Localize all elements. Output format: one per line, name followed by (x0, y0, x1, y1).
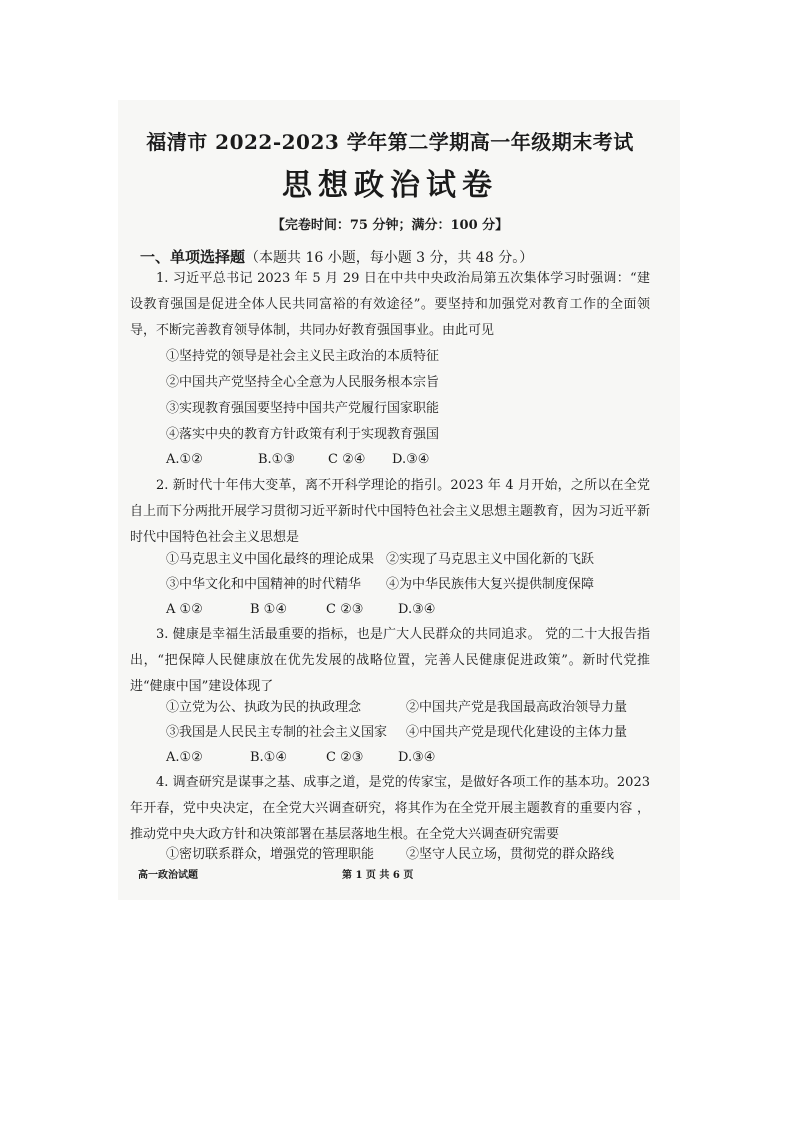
q2-choice-b: B ①④ (250, 602, 287, 617)
q4-statement-2: ②坚守人民立场，贯彻党的群众路线 (406, 847, 615, 862)
footer-subject: 高一政治试题 (138, 870, 198, 881)
q1-statement-3: ③实现教育强国要坚持中国共产党履行国家职能 (166, 401, 440, 416)
subject-title: 思想政治试卷 (282, 168, 498, 203)
exam-info: 【完卷时间：75 分钟；满分：100 分】 (271, 218, 509, 233)
q2-statement-3: ③中华文化和中国精神的时代精华 (166, 577, 362, 592)
q1-statement-4: ④落实中央的教育方针政策有利于实现教育强国 (166, 427, 440, 442)
q1-choice-c: C ②④ (328, 452, 366, 467)
footer-page-number: 第 1 页 共 6 页 (342, 870, 414, 881)
question-3-stem: 3. 健康是幸福生活最重要的指标，也是广大人民群众的共同追求。 党的二十大报告指出，“把保障人民健康放在优先发展的战略位置，完善人民健康促进政策”。新时代党推进“健康中国”建设体现了 (130, 627, 650, 694)
q2-choice-a: A ①② (166, 602, 203, 617)
q3-statement-3: ③我国是人民民主专制的社会主义国家 (166, 725, 388, 740)
q1-statement-2: ②中国共产党坚持全心全意为人民服务根本宗旨 (166, 375, 440, 390)
q3-statement-1: ①立党为公、执政为民的执政理念 (166, 700, 362, 715)
exam-title: 福清市 2022-2023 学年第二学期高一年级期末考试 (146, 130, 634, 154)
question-4-stem: 4. 调查研究是谋事之基、成事之道，是党的传家宝，是做好各项工作的基本功。2023 年开春，党中央决定，在全党大兴调查研究，将其作为在全党开展主题教育的重要内容 ，推动党中央大政方针和决策部署在基层落地生根。在全党大兴调查研究需要 (130, 775, 650, 842)
q3-statement-4: ④中国共产党是现代化建设的主体力量 (406, 725, 628, 740)
section-note: （本题共 16 小题，每小题 3 分，共 48 分。） (245, 250, 534, 266)
q2-statement-2: ②实现了马克思主义中国化新的飞跃 (386, 552, 595, 567)
q2-choice-d: D.③④ (398, 602, 436, 617)
q4-statement-1: ①密切联系群众，增强党的管理职能 (166, 847, 375, 862)
q3-choice-a: A.①② (166, 750, 203, 765)
q2-choice-c: C ②③ (326, 602, 364, 617)
q1-choice-a: A.①② (166, 452, 203, 467)
q1-choice-d: D.③④ (392, 452, 430, 467)
question-2-stem: 2. 新时代十年伟大变革，离不开科学理论的指引。2023 年 4 月开始，之所以在全党自上而下分两批开展学习贯彻习近平新时代中国特色社会主义思想主题教育，因为习近平新时代中国特色社会主义思想是 (130, 478, 651, 545)
q2-statement-1: ①马克思主义中国化最终的理论成果 (166, 552, 375, 567)
section-heading (140, 246, 533, 267)
section-title: 一、单项选择题 (140, 248, 246, 266)
q3-statement-2: ②中国共产党是我国最高政治领导力量 (406, 700, 628, 715)
q3-choice-c: C ②③ (326, 750, 364, 765)
q3-choice-d: D.③④ (398, 750, 436, 765)
question-1-stem: 1. 习近平总书记 2023 年 5 月 29 日在中共中央政治局第五次集体学习时强调：“建设教育强国是促进全体人民共同富裕的有效途径”。要坚持和加强党对教育工作的全面领导，不断完善教育领导体制，共同办好教育强国事业。由此可见 (130, 271, 650, 338)
q3-choice-b: B.①④ (250, 750, 287, 765)
q1-statement-1: ①坚持党的领导是社会主义民主政治的本质特征 (166, 349, 440, 364)
q1-choice-b: B.①③ (258, 452, 295, 467)
q2-statement-4: ④为中华民族伟大复兴提供制度保障 (386, 577, 595, 592)
